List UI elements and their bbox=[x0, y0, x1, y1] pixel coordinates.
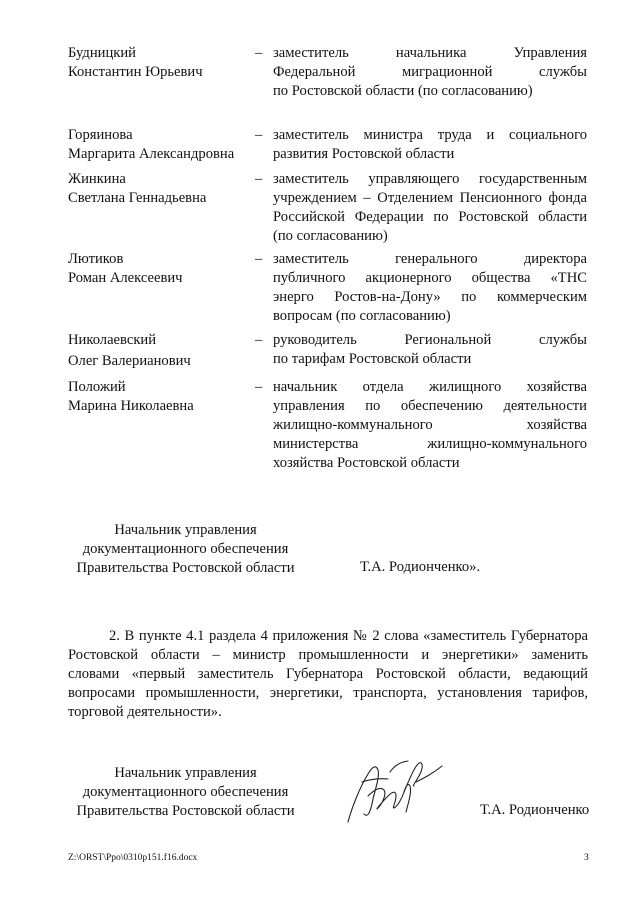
member-name bbox=[68, 250, 248, 288]
position-line: вопросам (по согласованию) bbox=[273, 308, 451, 324]
position-line: развития Ростовской области bbox=[273, 146, 455, 162]
position-line: заместитель генерального директора bbox=[273, 251, 587, 267]
paragraph-line: словами «первый заместитель Губернатора Ростовской области, ведающий bbox=[68, 666, 588, 682]
member-name bbox=[68, 378, 248, 416]
position-line: энерго Ростов-на-Дону» по коммерческим bbox=[273, 289, 587, 305]
position-line: заместитель управляющего государственным bbox=[273, 171, 587, 187]
member-given-names: Роман Алексеевич bbox=[68, 270, 183, 286]
paragraph-line: торговой деятельности». bbox=[68, 704, 222, 720]
position-line: руководитель Региональной службы bbox=[273, 332, 587, 348]
member-position bbox=[273, 170, 587, 246]
dash-separator: – bbox=[255, 127, 263, 143]
member-surname: Жинкина bbox=[68, 171, 126, 187]
dash-separator: – bbox=[255, 332, 263, 348]
member-position bbox=[273, 44, 587, 101]
member-position bbox=[273, 331, 587, 369]
signature-block bbox=[68, 521, 303, 578]
member-position bbox=[273, 378, 587, 473]
dash-separator: – bbox=[255, 251, 263, 267]
member-surname: Николаевский bbox=[68, 332, 157, 348]
member-given-names: Светлана Геннадьевна bbox=[68, 190, 207, 206]
member-position bbox=[273, 126, 587, 164]
position-line: хозяйства Ростовской области bbox=[273, 455, 460, 471]
signatory-name: Т.А. Родионченко». bbox=[360, 559, 481, 575]
member-position bbox=[273, 250, 587, 326]
paragraph-line: Ростовской области – министр промышленности и энергетики» заменить bbox=[68, 647, 588, 663]
position-line: по Ростовской области (по согласованию) bbox=[273, 83, 533, 99]
handwritten-signature bbox=[338, 752, 458, 832]
paragraph-line: 2. В пункте 4.1 раздела 4 приложения № 2 слова «заместитель Губернатора bbox=[109, 628, 588, 644]
position-line: заместитель министра труда и социального bbox=[273, 127, 587, 143]
position-line: начальник отдела жилищного хозяйства bbox=[273, 379, 587, 395]
signatory-title-line: Начальник управления bbox=[114, 522, 257, 538]
signatory-title-line: Начальник управления bbox=[114, 765, 257, 781]
dash-separator: – bbox=[255, 45, 263, 61]
position-line: учреждением – Отделением Пенсионного фонда bbox=[273, 190, 587, 206]
position-line: заместитель начальника Управления bbox=[273, 45, 587, 61]
amendment-paragraph bbox=[68, 627, 588, 722]
member-name bbox=[68, 126, 248, 164]
member-name bbox=[68, 331, 248, 371]
member-surname: Будницкий bbox=[68, 45, 136, 61]
member-surname: Положий bbox=[68, 379, 126, 395]
position-line: публичного акционерного общества «ТНС bbox=[273, 270, 587, 286]
signature-block bbox=[68, 764, 303, 821]
position-line: управления по обеспечению деятельности bbox=[273, 398, 587, 414]
position-line: по тарифам Ростовской области bbox=[273, 351, 472, 367]
member-surname: Лютиков bbox=[68, 251, 124, 267]
member-given-names: Олег Валерианович bbox=[68, 353, 191, 369]
position-line: жилищно-коммунального хозяйства bbox=[273, 417, 587, 433]
position-line: Федеральной миграционной службы bbox=[273, 64, 587, 80]
signatory-name: Т.А. Родионченко bbox=[480, 802, 590, 818]
member-given-names: Марина Николаевна bbox=[68, 398, 194, 414]
signatory-title-line: документационного обеспечения bbox=[82, 784, 289, 800]
paragraph-line: вопросами промышленности, энергетики, транспорта, установления тарифов, bbox=[68, 685, 588, 701]
position-line: (по согласованию) bbox=[273, 228, 388, 244]
member-surname: Горяинова bbox=[68, 127, 133, 143]
page-number: 3 bbox=[584, 853, 589, 863]
dash-separator: – bbox=[255, 171, 263, 187]
signatory-title-line: Правительства Ростовской области bbox=[76, 560, 295, 576]
member-given-names: Маргарита Александровна bbox=[68, 146, 235, 162]
signatory-title-line: Правительства Ростовской области bbox=[76, 803, 295, 819]
position-line: Российской Федерации по Ростовской области bbox=[273, 209, 587, 225]
position-line: министерства жилищно-коммунального bbox=[273, 436, 587, 452]
footer-file-path: Z:\ORST\Ppo\0310p151.f16.docx bbox=[68, 853, 198, 863]
member-name bbox=[68, 44, 248, 82]
dash-separator: – bbox=[255, 379, 263, 395]
member-name bbox=[68, 170, 248, 208]
signatory-title-line: документационного обеспечения bbox=[82, 541, 289, 557]
member-given-names: Константин Юрьевич bbox=[68, 64, 203, 80]
